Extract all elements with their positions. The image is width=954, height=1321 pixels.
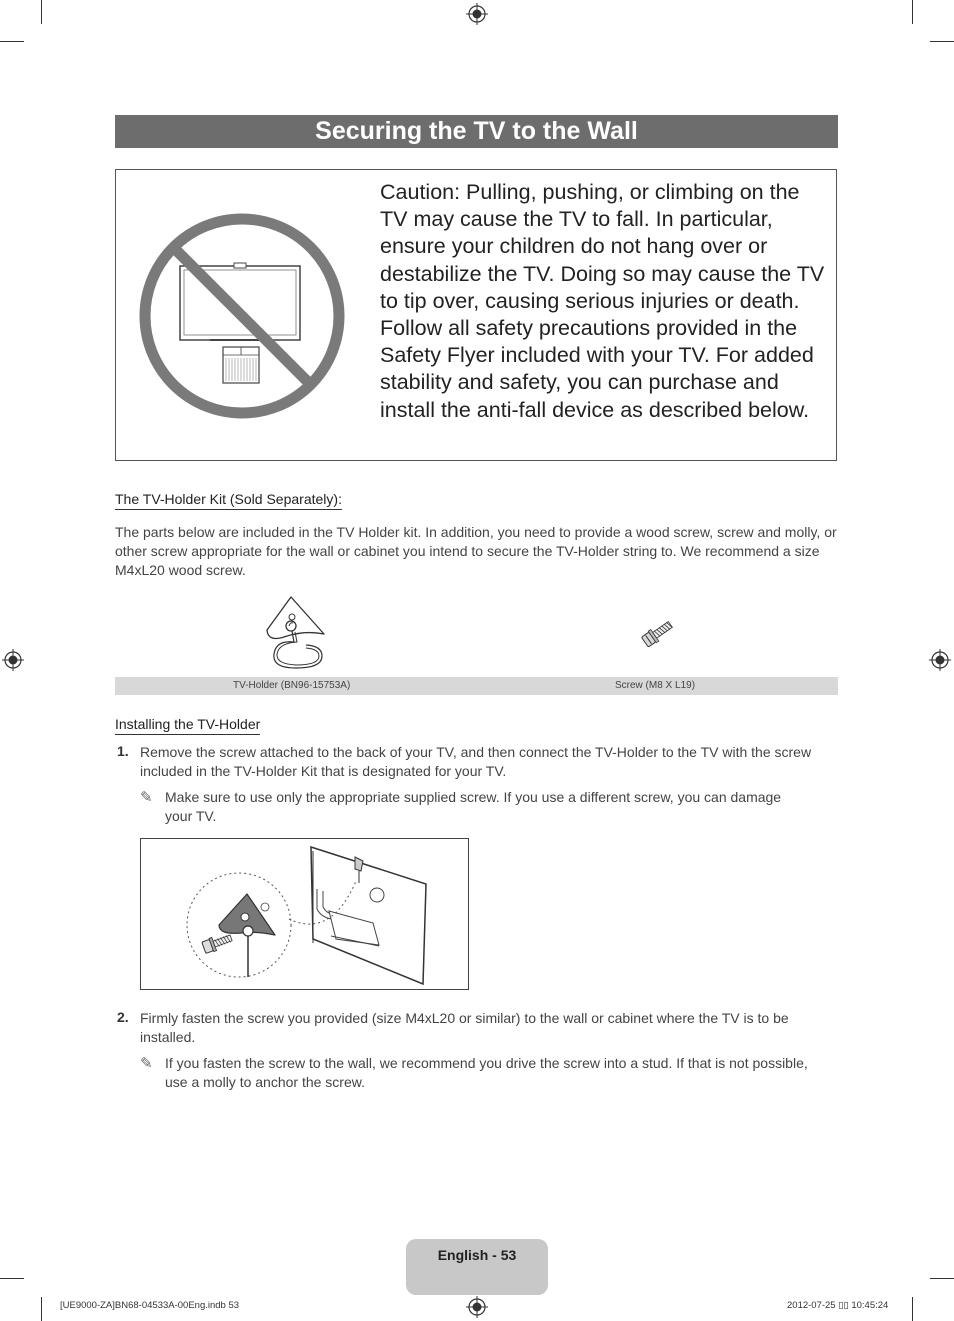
kit-heading: The TV-Holder Kit (Sold Separately): (115, 491, 342, 510)
note-icon: ✎ (140, 789, 153, 806)
crop-mark (0, 41, 24, 42)
page-number-tab (406, 1239, 548, 1295)
step-number: 2. (117, 1009, 129, 1025)
page-title: Securing the TV to the Wall (115, 115, 838, 148)
registration-mark-icon (466, 1296, 488, 1318)
part-caption-tv-holder: TV-Holder (BN96-15753A) (233, 680, 351, 691)
caution-text: Caution: Pulling, pushing, or climbing on the TV may cause the TV to fall. In particular, ensure your children do not hang over or destabilize the TV. Doing so may cause the TV to tip over, causing serious injuries or death. Follow all safety precautions provided in the Safety Flyer included with your TV. For added stability and safety, you can purchase and install the anti-fall device as described below. (380, 180, 825, 422)
crop-mark (912, 0, 913, 24)
crop-mark (41, 1297, 42, 1321)
step-text: Remove the screw attached to the back of your TV, and then connect the TV-Holder to the TV with the screw included in the TV-Holder Kit that is designated for your TV. (140, 744, 812, 779)
tv-holder-install-illustration (141, 839, 468, 989)
part-caption-screw: Screw (M8 X L19) (615, 680, 696, 691)
print-slug-left: [UE9000-ZA]BN68-04533A-00Eng.indb 53 (60, 1300, 240, 1311)
no-climbing-prohibition-icon (134, 208, 350, 424)
crop-mark (912, 1297, 913, 1321)
step-note: Make sure to use only the appropriate supplied screw. If you use a different screw, you can damage your TV. (165, 789, 782, 824)
step-number: 1. (117, 743, 129, 759)
crop-mark (930, 41, 954, 42)
tv-holder-icon (262, 592, 332, 672)
step-text: Firmly fasten the screw you provided (size M4xL20 or similar) to the wall or cabinet where the TV is to be installed. (140, 1010, 789, 1045)
print-slug-right: 2012-07-25 ▯▯ 10:45:24 (787, 1300, 889, 1311)
step-note: If you fasten the screw to the wall, we recommend you drive the screw into a stud. If that is not possible, use a molly to anchor the screw. (165, 1055, 808, 1090)
kit-paragraph: The parts below are included in the TV Holder kit. In addition, you need to provide a wood screw, screw and molly, or other screw appropriate for the wall or cabinet you intend to secure the TV-Holder string to. We recommend a size M4xL20 wood screw. (115, 524, 837, 578)
registration-mark-icon (2, 649, 24, 671)
note-icon: ✎ (140, 1055, 153, 1072)
parts-caption-bar (115, 677, 838, 695)
crop-mark (0, 1278, 24, 1279)
registration-mark-icon (466, 3, 488, 25)
registration-mark-icon (929, 649, 951, 671)
page-number-label: English - 53 (437, 1247, 517, 1263)
install-heading: Installing the TV-Holder (115, 716, 260, 735)
caution-box (115, 169, 837, 461)
install-illustration (140, 838, 469, 990)
screw-icon (638, 615, 678, 651)
crop-mark (41, 0, 42, 24)
crop-mark (930, 1278, 954, 1279)
